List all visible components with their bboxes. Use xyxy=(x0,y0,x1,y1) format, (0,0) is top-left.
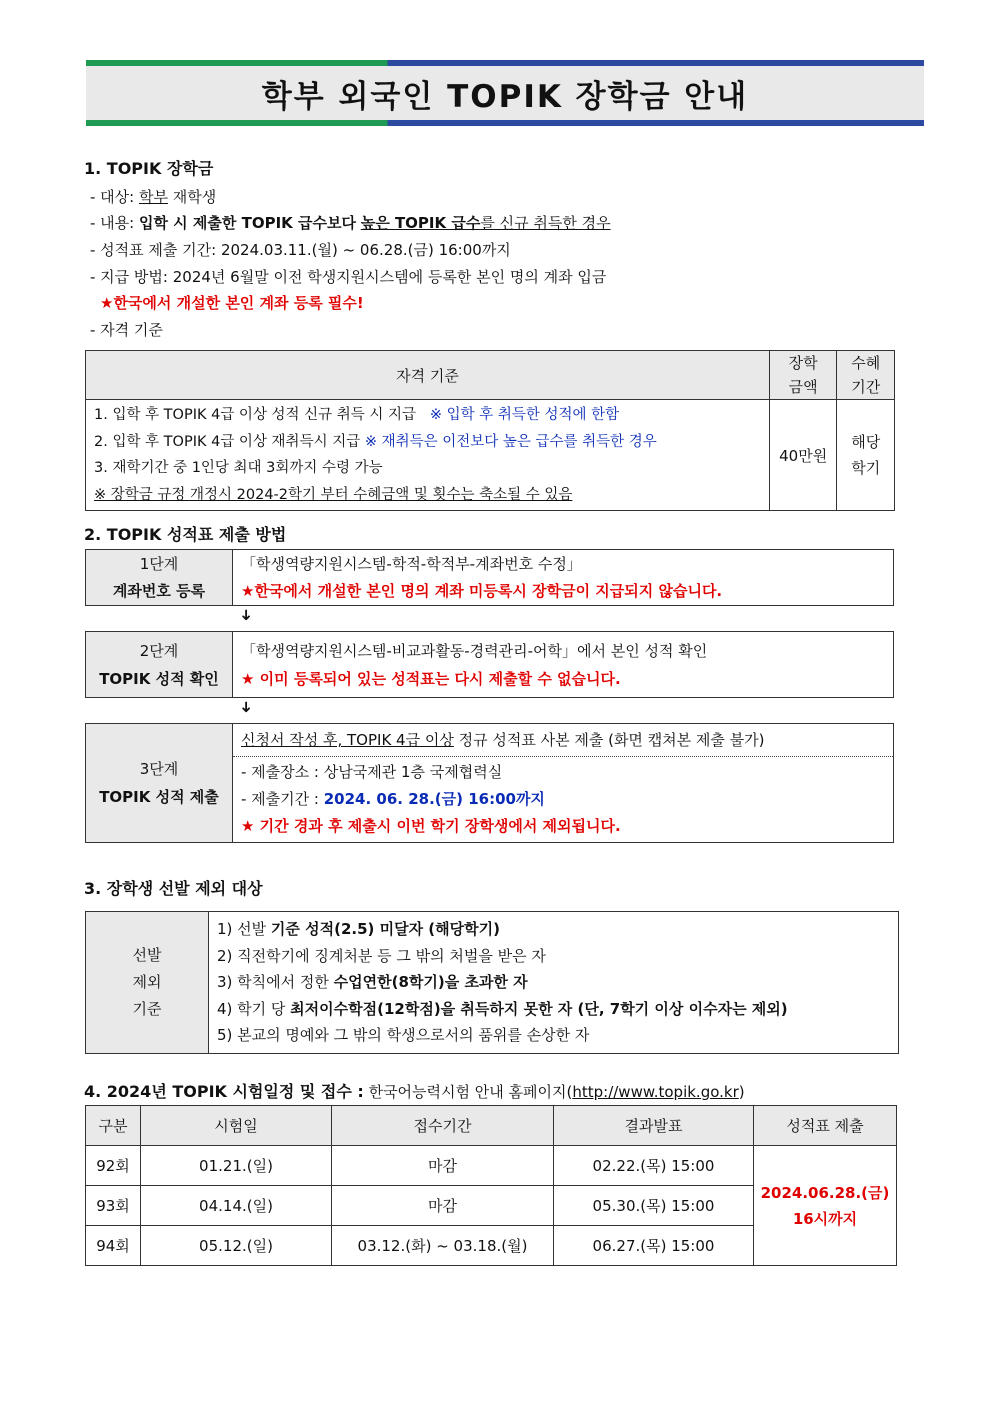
content-line: - 내용: 입학 시 제출한 TOPIK 급수보다 높은 TOPIK 급수를 신규 취득한 경우 xyxy=(90,214,611,232)
step3-label: 3단계 TOPIK 성적 제출 xyxy=(86,724,233,843)
topik-site-link[interactable]: http://www.topik.go.kr xyxy=(572,1083,739,1101)
section-4-heading: 4. 2024년 TOPIK 시험일정 및 접수 : 한국어능력시험 안내 홈페이지(http://www.topik.go.kr) xyxy=(84,1082,745,1101)
step3-box xyxy=(85,723,894,843)
page-title: 학부 외국인 TOPIK 장학금 안내 xyxy=(261,78,749,115)
period-header: 수혜 기간 xyxy=(837,351,895,400)
submission-period-line: - 성적표 제출 기간: 2024.03.11.(월) ~ 06.28.(금) 16:00까지 xyxy=(90,241,511,259)
header-cell: 구분 xyxy=(86,1106,141,1146)
period-value: 해당 학기 xyxy=(837,400,895,511)
list-item: 4) 학기 당 최저이수학점(12학점)을 취득하지 못한 자 (단, 7학기 이상 이수자는 제외) xyxy=(217,999,788,1018)
header-cell: 결과발표 xyxy=(554,1106,754,1146)
schedule-table xyxy=(85,1105,897,1266)
step3-content: 신청서 작성 후, TOPIK 4급 이상 정규 성적표 사본 제출 (화면 캡쳐본 제출 불가) - 제출장소 : 상남국제관 1층 국제협력실 - 제출기간 : 2024. 06. 28.(금) 16:00까지 ★ 기간 경과 후 제출시 이번 학기 장학생에서 제외됩니다. xyxy=(233,724,894,843)
list-item: 1) 선발 기준 성적(2.5) 미달자 (해당학기) xyxy=(217,920,500,939)
document-page xyxy=(84,60,924,1255)
criteria-header: 자격 기준 xyxy=(86,351,770,400)
list-item: 2) 직전학기에 징계처분 등 그 밖의 처벌을 받은 자 xyxy=(217,946,546,965)
section-1-heading: 1. TOPIK 장학금 xyxy=(84,159,214,178)
step2-content: 「학생역량지원시스템-비교과활동-경력관리-어학」에서 본인 성적 확인 ★ 이미 등록되어 있는 성적표는 다시 제출할 수 없습니다. xyxy=(233,632,894,698)
arrow-down-icon: ➜ xyxy=(237,700,256,714)
table-row: 94회 05.12.(일) 03.12.(화) ~ 03.18.(월) 06.27.(목) 15:00 xyxy=(86,1226,897,1266)
table-row: 92회 01.21.(일) 마감 02.22.(목) 15:00 2024.06.28.(금) 16시까지 xyxy=(86,1146,897,1186)
amount-header: 장학 금액 xyxy=(769,351,837,400)
list-item: 3) 학칙에서 정한 수업연한(8학기)을 초과한 자 xyxy=(217,973,528,992)
header-cell: 시험일 xyxy=(141,1106,332,1146)
step1-content: 「학생역량지원시스템-학적-학적부-계좌번호 수정」 ★한국에서 개설한 본인 명의 계좌 미등록시 장학금이 지급되지 않습니다. xyxy=(233,550,894,606)
table-row: 93회 04.14.(일) 마감 05.30.(목) 15:00 xyxy=(86,1186,897,1226)
amount-value: 40만원 xyxy=(769,400,837,511)
step1-label: 1단계 계좌번호 등록 xyxy=(86,550,233,606)
exclusion-table xyxy=(85,911,899,1054)
criteria-label: - 자격 기준 xyxy=(90,321,163,339)
exclusion-label: 선발 제외 기준 xyxy=(86,912,209,1054)
section-2-heading: 2. TOPIK 성적표 제출 방법 xyxy=(84,525,287,544)
exclusion-list xyxy=(209,912,899,1054)
title-banner xyxy=(86,60,924,126)
list-item: 5) 본교의 명예와 그 밖의 학생으로서의 품위를 손상한 자 xyxy=(217,1026,590,1045)
criteria-content: 1. 입학 후 TOPIK 4급 이상 성적 신규 취득 시 지급 ※ 입학 후 취득한 성적에 한함 2. 입학 후 TOPIK 4급 이상 재취득시 지급 ※ 재취득은 이전보다 높은 급수를 취득한 경우 3. 재학기간 중 1인당 최대 3회까지 수령 가능 ※ 장학금 규정 개정시 2024-2학기 부터 수혜금액 및 횟수는 축소될 수 있음 xyxy=(86,400,770,511)
criteria-table xyxy=(85,350,895,511)
payment-method-line: - 지급 방법: 2024년 6월말 이전 학생지원시스템에 등록한 본인 명의 계좌 입금 xyxy=(90,268,607,286)
target-line: - 대상: 학부 재학생 xyxy=(90,188,217,206)
header-cell: 성적표 제출 xyxy=(754,1106,897,1146)
section-3-heading: 3. 장학생 선발 제외 대상 xyxy=(84,879,263,898)
submission-deadline: 2024.06.28.(금) 16시까지 xyxy=(754,1146,897,1266)
arrow-down-icon: ➜ xyxy=(237,608,256,622)
step2-box xyxy=(85,631,894,698)
step1-box xyxy=(85,549,894,606)
step2-label: 2단계 TOPIK 성적 확인 xyxy=(86,632,233,698)
header-cell: 접수기간 xyxy=(332,1106,554,1146)
account-notice: ★한국에서 개설한 본인 계좌 등록 필수! xyxy=(100,294,364,312)
